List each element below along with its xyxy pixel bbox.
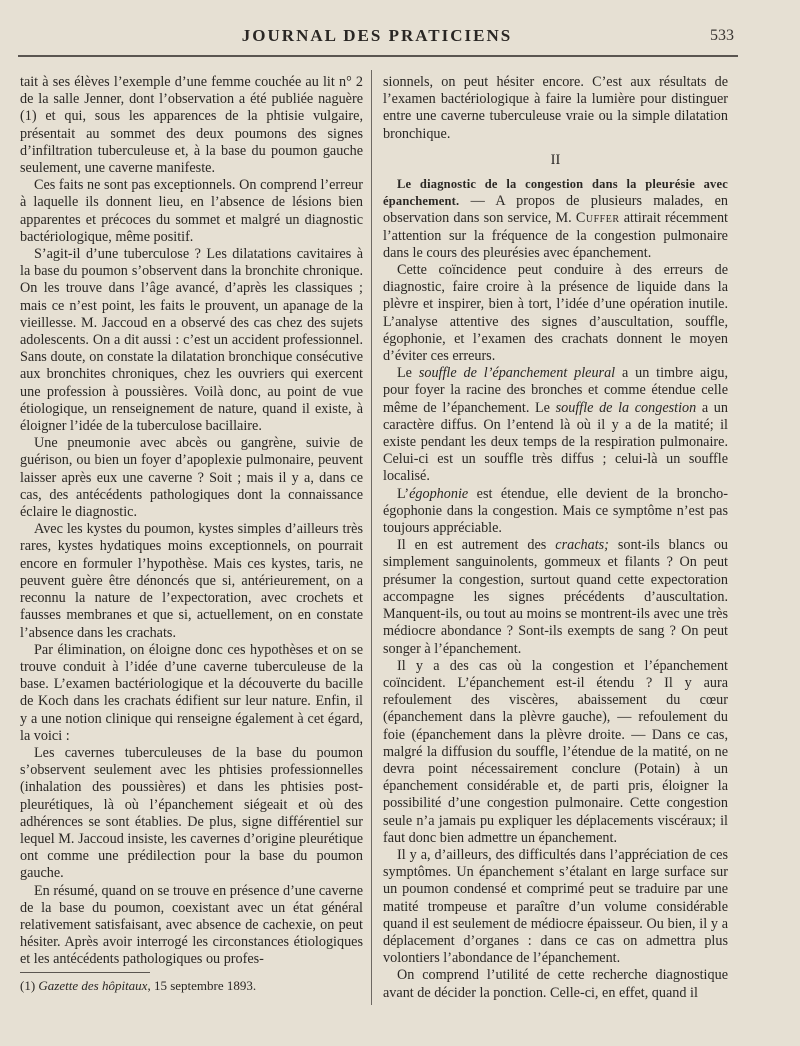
column-divider	[371, 70, 372, 1005]
paragraph: S’agit-il d’une tuberculose ? Les dilatations cavitaires à la base du poumon s’observent dans la bronchite chronique. On les trouve dans l’âge avancé, d’après les classiques ; mais ce n’est point, les faits le prouvent, un apanage de la vieillesse. M. Jaccoud en a observé des cas chez des sujets adolescents. On a dit aussi : c’est un accident professionnel. Sans doute, on constate la dilatation bronchique consécutive aux bronchites chroniques, chez les ouvriers qui exercent une profession à poussières. Voilà donc, au point de vue étiologique, un renseignement de nature, quand il existe, à éloigner l’idée de la tuberculose bacillaire.	[20, 246, 363, 435]
header-rule	[18, 55, 738, 57]
paragraph: Ces faits ne sont pas exceptionnels. On comprend l’erreur à laquelle ils donnent lieu, en l’absence de lésions bien apparentes et précoces du sommet et malgré un diagnostic bactériologique, même positif.	[20, 177, 363, 245]
italic-term: souffle de l’épanchement pleural	[418, 365, 616, 382]
footnote-date: , 15 septembre 1893.	[147, 978, 257, 993]
section-number: II	[550, 151, 561, 168]
section-title: Le diagnostic de la congestion dans la pleurésie avec épanchement.	[383, 177, 728, 209]
footnote-source: Gazette des hôpitaux	[38, 978, 148, 993]
journal-title: JOURNAL DES PRATICIENS	[241, 26, 513, 45]
paragraph: Il y a, d’ailleurs, des difficultés dans l’appréciation de ces symptômes. Un épanchement s’étalant en large surface sur un poumon condensé et comprimé peut se traduire par une matité trompeuse et paraître d’un volume considérable quand il est seulement de médiocre épaisseur. Ou bien, il y a déplacement d’organes : dans ce cas on admettra plus volontiers l’abondance de l’épanchement.	[383, 846, 728, 967]
page-number: 533	[710, 27, 734, 44]
paragraph: Les cavernes tuberculeuses de la base du poumon s’observent seulement avec les phtisies professionnelles (inhalation des poussières) et dans les phtisies post-pleurétiques, là où l’épanchement siégeait et où des adhérences se sont établies. De plus, signe différentiel sur lequel M. Jaccoud insiste, les cavernes d’origine pleurétique ont comme une prédilection pour la base du poumon gauche.	[20, 744, 363, 882]
paragraph: Par élimination, on éloigne donc ces hypothèses et on se trouve conduit à l’idée d’une caverne tuberculeuse de la base. L’examen bactériologique et la découverte du bacille de Koch dans les crachats édifient sur leur nature. Enfin, il y a une notion clinique qui renseigne également à cet égard, la voici :	[20, 641, 363, 744]
footnote-marker: (1)	[20, 978, 36, 993]
paragraph: En résumé, quand on se trouve en présence d’une caverne de la base du poumon, coexistant avec un état général relativement satisfaisant, avec absence de cachexie, on peut hésiter. Après avoir interrogé les circonstances étiologiques et les antécédents pathologiques ou profes-	[20, 882, 363, 968]
italic-term: égophonie	[409, 485, 469, 502]
page-header	[20, 26, 734, 48]
paragraph: Cette coïncidence peut conduire à des erreurs de diagnostic, faire croire à la présence de liquide dans la plèvre et inspirer, bien à tort, l’idée d’une opération inutile. L’analyse attentive des signes d’auscultation, souffle, égophonie, et l’examen des crachats donnent le moyen d’éviter ces erreurs.	[383, 262, 728, 365]
paragraph: L’égophonie est étendue, elle devient de la broncho-égophonie dans la congestion. Mais ce symptôme n’est pas toujours appréciable.	[383, 485, 728, 537]
footnote-rule	[20, 972, 150, 973]
footnote	[20, 978, 363, 994]
italic-term: crachats;	[555, 537, 609, 554]
section-paragraph: Le diagnostic de la congestion dans la pleurésie avec épanchement. — A propos de plusieurs malades, en observation dans son service, M. Cuffer attirait récemment l’attention sur la fréquence de la congestion pulmonaire dans le cours des pleurésies avec épanchement.	[383, 177, 728, 261]
paragraph: Le souffle de l’épanchement pleural a un timbre aigu, pour foyer la racine des bronches et comme étendue celle même de l’épanchement. Le souffle de la congestion a un caractère diffus. On l’entend là où il y a de la matité; il existe pendant les deux temps de la respiration pulmonaire. Celui-ci est un souffle très diffus ; celui-là un souffle localisé.	[383, 365, 729, 485]
left-column	[20, 74, 363, 969]
italic-term: souffle de la congestion	[555, 399, 697, 416]
paragraph: Il y a des cas où la congestion et l’épanchement coïncident. L’épanchement est-il étendu ? Il y aura refoulement des viscères, abaissement du cœur (épanchement dans la plèvre gauche), — refoulement du foie (épanchement dans la plèvre droite. — Dans ce cas, malgré la diffusion du souffle, l’étendue de la matité, on ne devra point nécessairement conclure (Potain) à un épanchement considérable et, de parti pris, éloigner la possibilité d’une congestion pulmonaire. Cette congestion seule n’a jamais pu expliquer les déplacements viscéraux; il faut donc bien admettre un épanchement.	[383, 657, 728, 846]
paragraph: Une pneumonie avec abcès ou gangrène, suivie de guérison, ou bien un foyer d’apoplexie pulmonaire, peuvent laisser après eux une caverne ? Soit ; mais il y a, dans ce cas, des antécédents pathologiques dont la connaissance éclaire le diagnostic.	[20, 435, 363, 521]
right-column	[383, 74, 728, 1002]
paragraph: On comprend l’utilité de cette recherche diagnostique avant de décider la ponction. Celle-ci, en effet, quand il	[383, 967, 728, 1001]
paragraph: Avec les kystes du poumon, kystes simples d’ailleurs très rares, kystes hydatiques moins exceptionnels, on pourrait encore en formuler l’hypothèse. Mais ces kystes, taris, ne peuvent guère être dénoncés que si, antérieurement, on a reconnu la nature de l’expectoration, avec crochets et fausses membranes et que si, actuellement, on en constate l’absence dans les crachats.	[20, 521, 363, 641]
paragraph: Il en est autrement des crachats; sont-ils blancs ou simplement sanguinolents, gommeux et filants ? On peut présumer la congestion, surtout quand cette expectoration accompagne les signes précédents d’auscultation. Manquent-ils, ou tout au moins se montrent-ils avec une très médiocre abondance ? Sont-ils exempts de sang ? On peut songer à l’épanchement.	[383, 537, 729, 657]
paragraph: tait à ses élèves l’exemple d’une femme couchée au lit n° 2 de la salle Jenner, dont l’observation a été publiée naguère (1) et qui, sous les apparences de la phtisie vulgaire, présentait au sommet des deux poumons des signes d’infiltration tuberculeuse et, à la base du poumon gauche seulement, une caverne manifeste.	[20, 74, 363, 177]
author-name: Cuffer	[575, 210, 620, 227]
paragraph: sionnels, on peut hésiter encore. C’est aux résultats de l’examen bactériologique à faire la lumière pour distinguer entre une caverne tuberculeuse vraie ou la simple dilatation bronchique.	[383, 74, 728, 142]
